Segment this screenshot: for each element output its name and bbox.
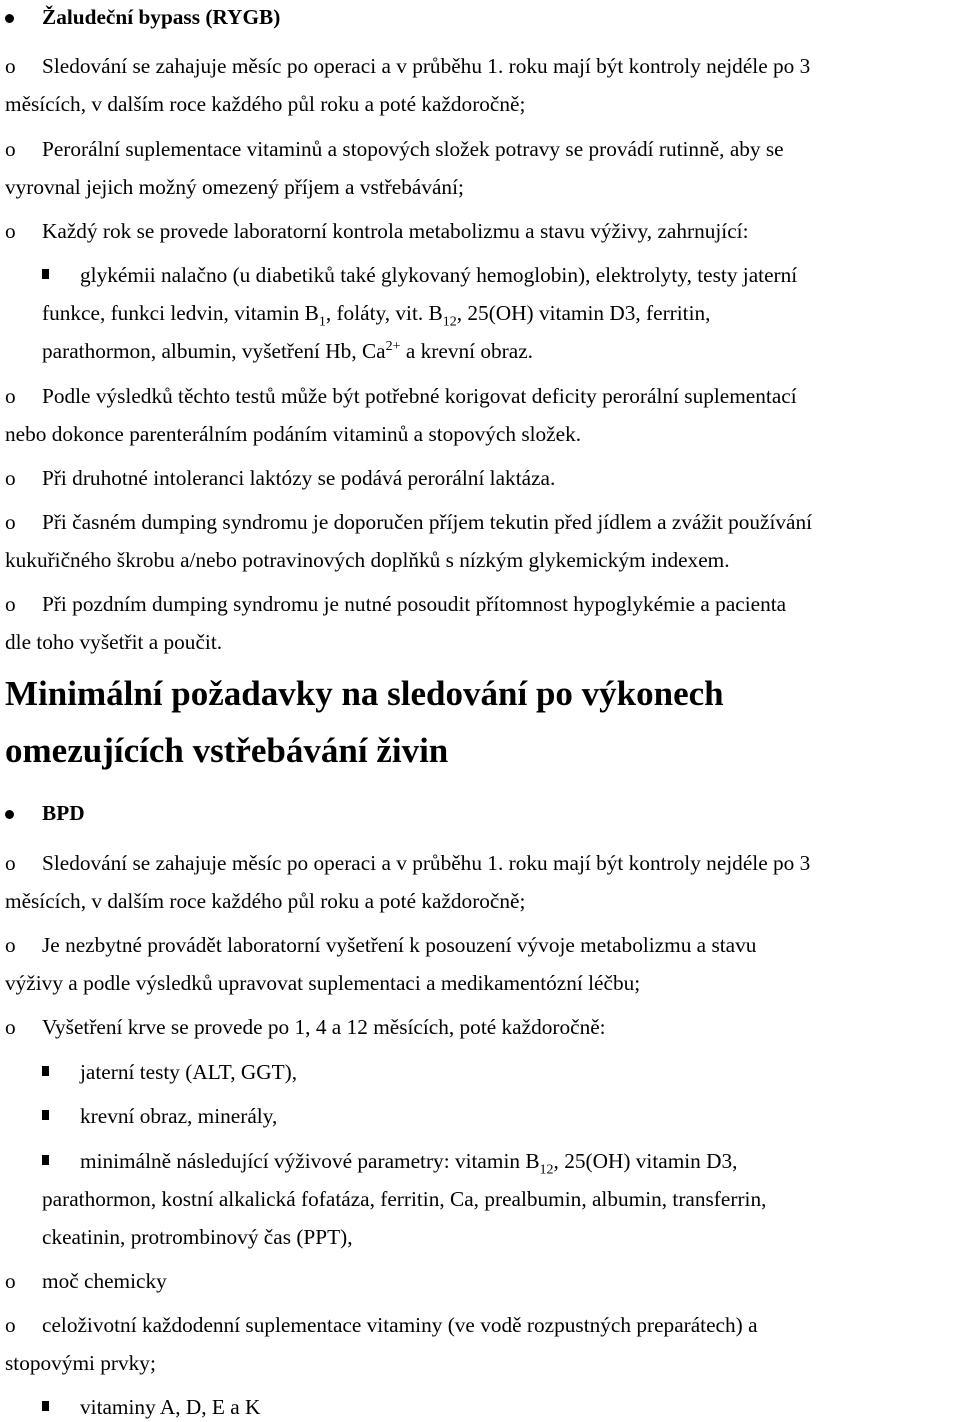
list-item-text: moč chemicky bbox=[42, 1269, 167, 1293]
list-item-text: Sledování se zahajuje měsíc po operaci a v průběhu 1. roku mají být kontroly nejdéle po 3 bbox=[42, 54, 811, 78]
list-item-text: Vyšetření krve se provede po 1, 4 a 12 měsících, poté každoročně: bbox=[42, 1015, 606, 1039]
list-item-text: Perorální suplementace vitaminů a stopových složek potravy se provádí rutinně, aby se bbox=[42, 137, 784, 161]
page-heading: Minimální požadavky na sledování po výkonech bbox=[5, 674, 724, 713]
list-item-text: Při časném dumping syndromu je doporučen příjem tekutin před jídlem a zvážit používání bbox=[42, 510, 813, 534]
list-marker: o bbox=[5, 466, 16, 490]
square-bullet-icon bbox=[42, 1066, 49, 1076]
bullet-icon bbox=[5, 810, 14, 819]
bullet-icon bbox=[5, 14, 14, 23]
list-marker: o bbox=[5, 851, 16, 875]
list-marker: o bbox=[5, 137, 16, 161]
sub-item-text: parathormon, albumin, vyšetření Hb, $Ca^{2+}$ a krevní obraz. bbox=[42, 338, 533, 363]
list-marker: o bbox=[5, 54, 16, 78]
list-item-text: stopovými prvky; bbox=[5, 1351, 156, 1375]
square-bullet-icon bbox=[42, 1155, 49, 1165]
list-item-text: měsících, v dalším roce každého půl roku a poté každoročně; bbox=[5, 889, 526, 913]
list-marker: o bbox=[5, 592, 16, 616]
sub-item-text: ckeatinin, protrombinový čas (PPT), bbox=[42, 1225, 353, 1249]
list-item-text: Při druhotné intoleranci laktózy se podává perorální laktáza. bbox=[42, 466, 556, 490]
list-marker: o bbox=[5, 1313, 16, 1337]
sub-item-text: krevní obraz, minerály, bbox=[80, 1104, 278, 1128]
list-item-text: kukuřičného škrobu a/nebo potravinových doplňků s nízkým glykemickým indexem. bbox=[5, 548, 730, 572]
list-item-text: Podle výsledků těchto testů může být potřebné korigovat deficity perorální suplementací bbox=[42, 384, 797, 408]
list-marker: o bbox=[5, 1269, 16, 1293]
page-heading: omezujících vstřebávání živin bbox=[5, 731, 449, 770]
list-item-text: Každý rok se provede laboratorní kontrola metabolizmu a stavu výživy, zahrnující: bbox=[42, 219, 749, 243]
list-item-text: dle toho vyšetřit a poučit. bbox=[5, 630, 223, 654]
sub-item-text: jaterní testy (ALT, GGT), bbox=[80, 1060, 298, 1084]
list-item-text: celoživotní každodenní suplementace vitaminy (ve vodě rozpustných preparátech) a bbox=[42, 1313, 758, 1337]
list-marker: o bbox=[5, 1015, 16, 1039]
list-item-text: Při pozdním dumping syndromu je nutné posoudit přítomnost hypoglykémie a pacienta bbox=[42, 592, 787, 616]
list-item-text: výživy a podle výsledků upravovat suplementaci a medikamentózní léčbu; bbox=[5, 971, 641, 995]
sub-item-text: vitaminy A, D, E a K bbox=[80, 1395, 261, 1419]
sub-item-text: glykémii nalačno (u diabetiků také glykovaný hemoglobin), elektrolyty, testy jaterní bbox=[80, 263, 798, 287]
list-marker: o bbox=[5, 933, 16, 957]
sub-item-text: parathormon, kostní alkalická fofatáza, ferritin, Ca, prealbumin, albumin, transferrin, bbox=[42, 1187, 767, 1211]
list-item-text: Sledování se zahajuje měsíc po operaci a v průběhu 1. roku mají být kontroly nejdéle po 3 bbox=[42, 851, 811, 875]
sub-item-text: minimálně následující výživové parametry: vitamin $B_{12}$, 25(OH) vitamin D3, bbox=[80, 1149, 738, 1178]
sub-item-text: funkce, funkci ledvin, vitamin $B_1$, foláty, vit. $B_{12}$, 25(OH) vitamin D3, ferritin, bbox=[42, 301, 711, 330]
list-item-text: Je nezbytné provádět laboratorní vyšetření k posouzení vývoje metabolizmu a stavu bbox=[42, 933, 757, 957]
list-marker: o bbox=[5, 384, 16, 408]
list-item-text: nebo dokonce parenterálním podáním vitaminů a stopových složek. bbox=[5, 422, 582, 446]
square-bullet-icon bbox=[42, 269, 49, 279]
section-title: BPD bbox=[42, 801, 85, 825]
list-item-text: měsících, v dalším roce každého půl roku a poté každoročně; bbox=[5, 92, 526, 116]
square-bullet-icon bbox=[42, 1401, 49, 1411]
list-item-text: vyrovnal jejich možný omezený příjem a vstřebávání; bbox=[5, 175, 464, 199]
section-title: Žaludeční bypass (RYGB) bbox=[42, 5, 281, 29]
square-bullet-icon bbox=[42, 1110, 49, 1120]
list-marker: o bbox=[5, 510, 16, 534]
list-marker: o bbox=[5, 219, 16, 243]
